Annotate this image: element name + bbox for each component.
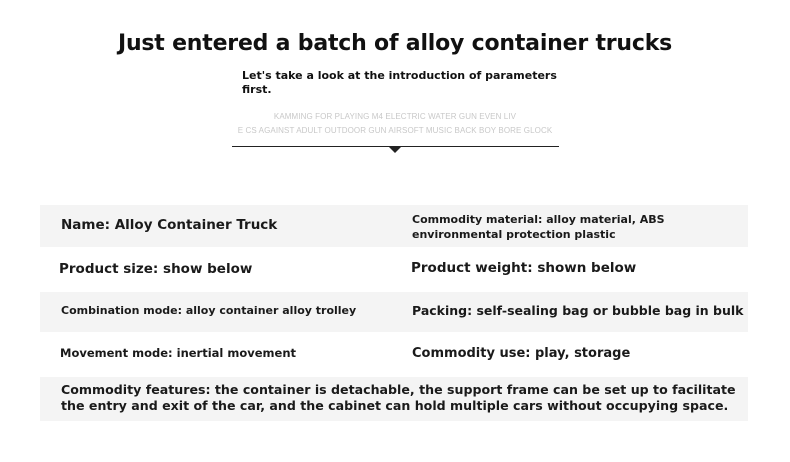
faint-text-line-2: E CS AGAINST ADULT OUTDOOR GUN AIRSOFT MUSIC BACK BOY BORE GLOCK — [237, 126, 553, 135]
divider-arrow-icon — [389, 147, 401, 153]
spec-packing: Packing: self-sealing bag or bubble bag in bulk — [412, 303, 744, 318]
spec-row-3 — [40, 292, 748, 332]
spec-features: Commodity features: the container is detachable, the support frame can be set up to facilitate the entry and exit of the car, and the cabinet can hold multiple cars without occupying space. — [61, 382, 736, 413]
spec-row-5 — [40, 377, 748, 421]
faint-text-line-1: KAMMING FOR PLAYING M4 ELECTRIC WATER GUN EVEN LIV — [273, 112, 517, 121]
spec-row-2 — [40, 254, 748, 286]
page-subtitle: Let's take a look at the introduction of parameters first. — [242, 69, 557, 96]
spec-material: Commodity material: alloy material, ABS environmental protection plastic — [412, 213, 665, 241]
spec-row-1 — [40, 205, 748, 247]
page-title: Just entered a batch of alloy container trucks — [117, 31, 673, 56]
spec-use: Commodity use: play, storage — [412, 346, 631, 361]
spec-combination: Combination mode: alloy container alloy trolley — [61, 304, 357, 317]
spec-size: Product size: show below — [59, 261, 253, 277]
spec-movement: Movement mode: inertial movement — [60, 346, 297, 360]
spec-weight: Product weight: shown below — [411, 260, 637, 276]
spec-row-4 — [40, 340, 748, 370]
spec-name: Name: Alloy Container Truck — [61, 217, 278, 233]
